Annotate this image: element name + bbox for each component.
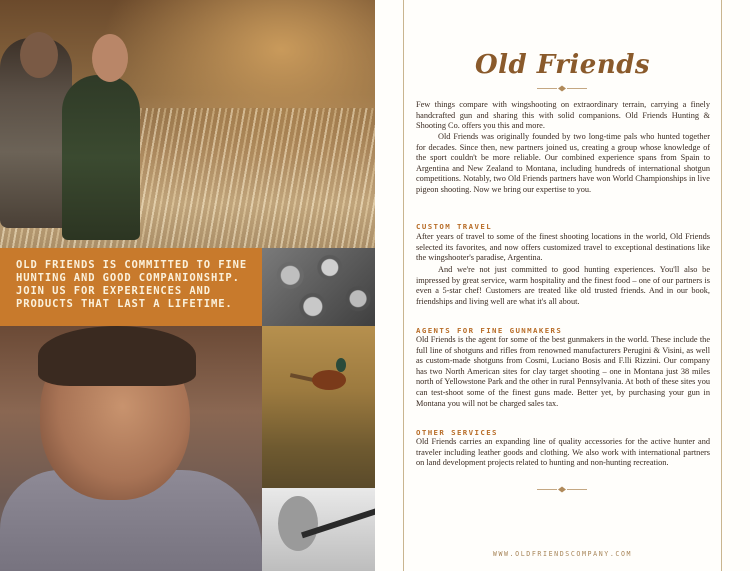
right-frame-line [721, 0, 722, 571]
commitment-banner [0, 248, 262, 326]
right-page [375, 0, 750, 571]
man-hair [38, 326, 196, 386]
banner-text: OLD FRIENDS IS COMMITTED TO FINE HUNTING AND GOOD COMPANIONSHIP. JOIN US FOR EXPERIENCES AND PRODUCTS THAT LAST A LIFETIME. [16, 259, 248, 310]
woman-face [278, 496, 318, 551]
shotgun-shells-photo [262, 248, 375, 326]
hunters-photo [0, 0, 375, 248]
title-ornament-icon [537, 85, 587, 92]
section-heading-gunmakers: AGENTS FOR FINE GUNMAKERS [416, 326, 563, 335]
hunter-right-head [92, 34, 128, 82]
intro-paragraph-2: Old Friends was originally founded by two long-time pals who hunted together for decades. Since then, new partners joined us, creating a group whose knowledge of the sport couldn't be more reliable. Our combined experience spans from Spain to Argentina and New Zealand to Montana, including hundreds of international shotgun competitions. Notably, two Old Friends partners have won World Championships in live pigeon shooting. Now we bring our expertise to you. [416, 132, 710, 194]
section-heading-custom-travel: CUSTOM TRAVEL [416, 222, 493, 231]
left-frame-line [403, 0, 404, 571]
pheasant-body [312, 370, 346, 390]
section-heading-other-services: OTHER SERVICES [416, 428, 498, 437]
other-services-paragraph: Old Friends carries an expanding line of quality accessories for the active hunter and traveler including leather goods and clothing. We also work with international partners on land development projects related to hunting and non-hunting recreation. [416, 437, 710, 468]
hunter-right [62, 75, 140, 240]
intro-paragraph-1: Few things compare with wingshooting on extraordinary terrain, carrying a finely handcrafted gun and sharing this with solid companions. Old Friends Hunting & Shooting Co. offers you this and more. [416, 100, 710, 131]
page-title: Old Friends [474, 50, 651, 80]
custom-travel-paragraph-2: And we're not just committed to good hunting experiences. You'll also be impressed by great service, warm hospitality and the finest food – one of our partners is even a 5-star chef! Customers are treated like old trusted friends. And in our book, friendships and living well are what it's all about. [416, 265, 710, 306]
pheasant-head [336, 358, 346, 372]
website-url: WWW.OLDFRIENDSCOMPANY.COM [492, 550, 633, 558]
pheasant-photo [262, 326, 375, 488]
custom-travel-paragraph-1: After years of travel to some of the finest shooting locations in the world, Old Friends selected its favorites, and now offers customized travel to exceptional destinations like the wingshooter's paradise, Argentina. [416, 232, 710, 263]
hunter-left-head [20, 32, 58, 78]
gunmakers-paragraph: Old Friends is the agent for some of the best gunmakers in the world. These include the full line of shotguns and rifles from renowned manufacturers Perugini & Visini, as well as custom-made shotguns from Cosmi, Luciano Bosis and F.lli Rizzini. Our company has two North American sites for clay target shooting – one in Montana just 38 miles north of Yellowstone Park and the other in rural Pennsylvania. At both of these sites you can test-shoot some of the finest guns made. Better yet, by purchasing your gun in Montana you will not be charged sales tax. [416, 335, 710, 408]
closing-ornament-icon [537, 486, 587, 493]
